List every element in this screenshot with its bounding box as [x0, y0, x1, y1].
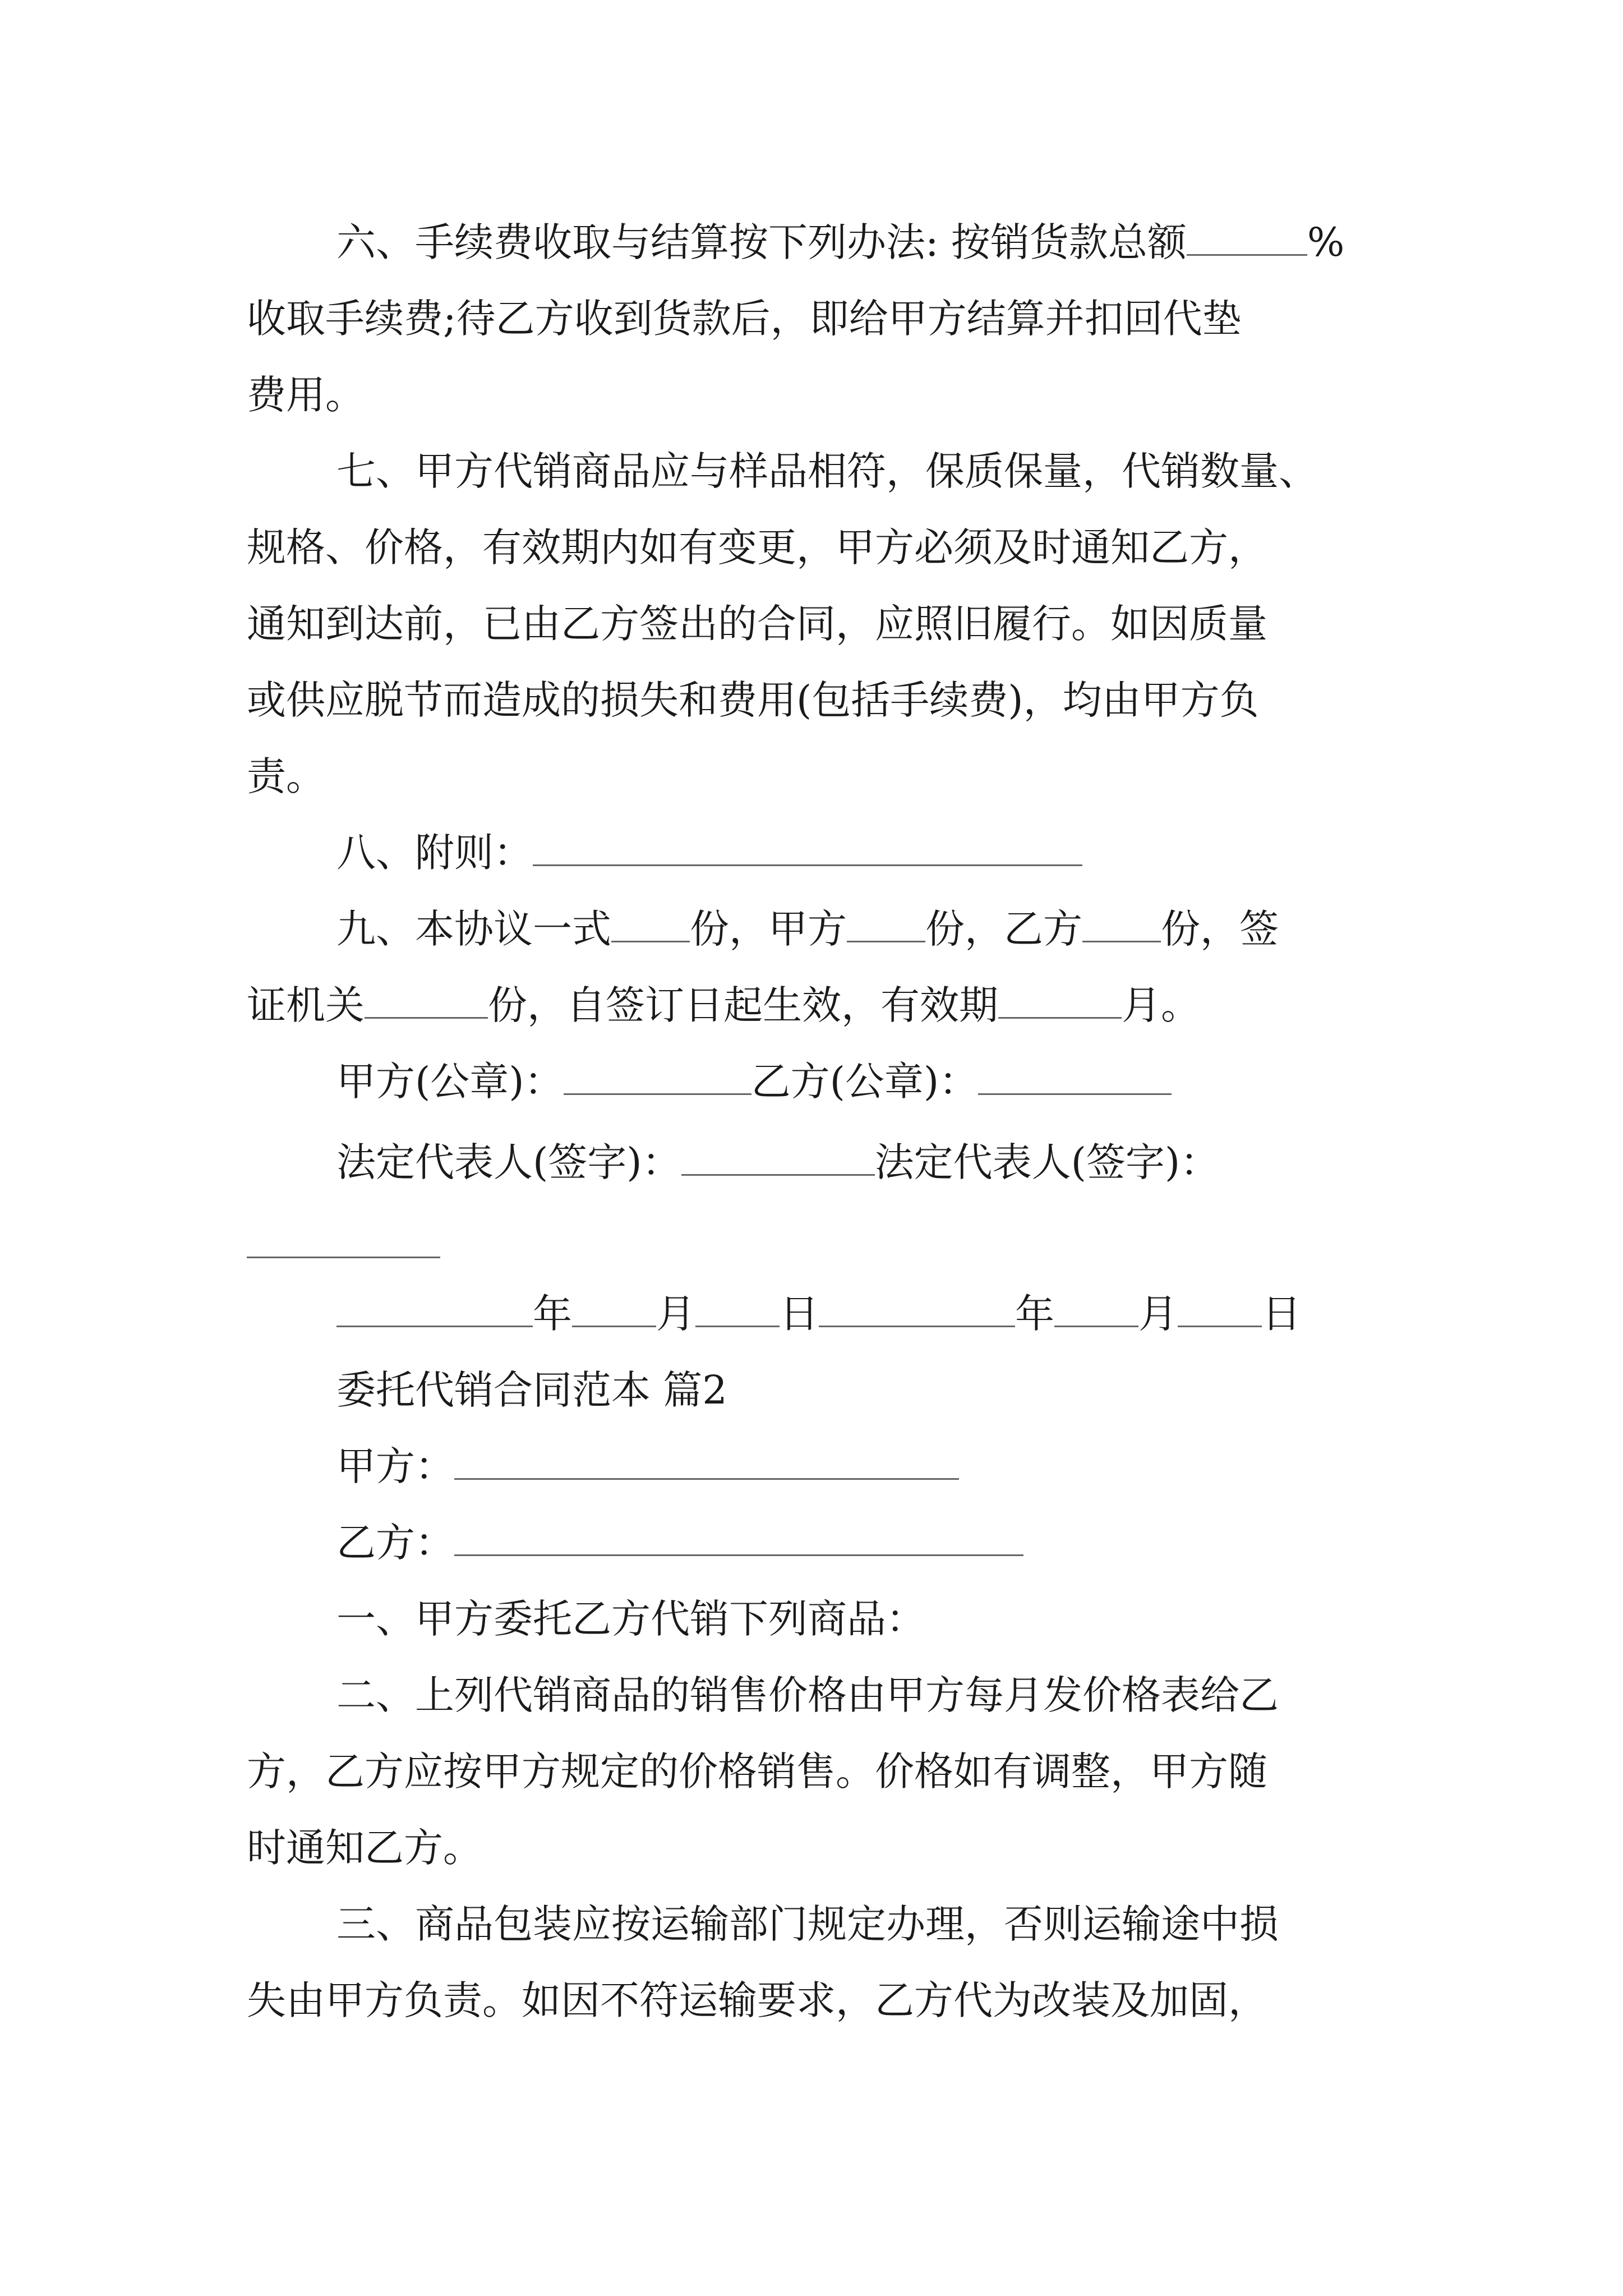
contract-2-party-b-label: 乙方：	[336, 1520, 454, 1566]
rep-b-label: 法定代表人(签字)：	[874, 1139, 1220, 1185]
clause-7-line-2: 规格、价格，有效期内如有变更，甲方必须及时通知乙方，	[247, 524, 1267, 570]
copies-authority-blank	[365, 979, 488, 1019]
appendix-label: 八、附则：	[336, 830, 533, 876]
clause-7-line-1: 七、甲方代销商品应与样品相符，保质保量，代销数量、	[336, 448, 1318, 494]
contract-2-party-a-label: 甲方：	[336, 1443, 454, 1489]
party-a-seal-blank	[564, 1055, 751, 1095]
appendix-blank	[533, 826, 1082, 866]
copies-total-blank	[611, 903, 690, 942]
percent-sign: %	[1307, 219, 1345, 265]
date-b-year: 年	[1015, 1291, 1054, 1337]
date-a-day: 日	[780, 1291, 819, 1337]
date-b-month-blank	[1054, 1287, 1138, 1327]
date-b-month: 月	[1138, 1291, 1178, 1337]
date-line	[336, 1286, 1301, 1342]
seal-line	[336, 1053, 1172, 1110]
contract-2-clause-3-line-2: 失由甲方负责。如因不符运输要求，乙方代为改装及加固，	[247, 1977, 1267, 2023]
clause-7-line-3: 通知到达前，已由乙方签出的合同，应照旧履行。如因质量	[247, 601, 1267, 647]
rep-a-blank	[681, 1136, 875, 1176]
party-a-seal-label: 甲方(公章)：	[336, 1059, 564, 1105]
contract-2-title: 委托代销合同范本 篇2	[336, 1367, 727, 1413]
clause-9-text-f: 份，自签订日起生效，有效期	[488, 982, 998, 1028]
copies-party-a-blank	[847, 903, 925, 942]
date-b-day-blank	[1178, 1287, 1262, 1327]
contract-2-clause-2-line-2: 方，乙方应按甲方规定的价格销售。价格如有调整，甲方随	[247, 1749, 1267, 1795]
date-a-day-blank	[695, 1287, 780, 1327]
contract-2-clause-2-line-1: 二、上列代销商品的销售价格由甲方每月发价格表给乙	[336, 1672, 1279, 1718]
clause-9-text-d: 份，签	[1161, 906, 1279, 952]
clause-9-text-c: 份，乙方	[925, 906, 1082, 952]
clause-7-line-5: 责。	[247, 753, 325, 799]
validity-months-blank	[998, 979, 1122, 1019]
date-a-month-blank	[572, 1287, 656, 1327]
clause-8-line	[336, 825, 1082, 881]
clause-9-text-a: 九、本协议一式	[336, 906, 611, 952]
copies-party-b-blank	[1082, 903, 1161, 942]
contract-2-party-a-blank	[454, 1440, 959, 1480]
contract-2-party-b-blank	[454, 1516, 1023, 1556]
clause-9-line-1	[336, 901, 1279, 957]
date-a-year-blank	[336, 1287, 533, 1327]
clause-6-line-3: 费用。	[247, 372, 365, 418]
rep-a-label: 法定代表人(签字)：	[336, 1139, 681, 1185]
party-b-seal-label: 乙方(公章)：	[751, 1059, 979, 1105]
party-b-seal-blank	[978, 1055, 1172, 1095]
clause-9-text-b: 份，甲方	[690, 906, 847, 952]
date-a-year: 年	[533, 1291, 572, 1337]
representative-line	[336, 1134, 1219, 1190]
date-b-year-blank	[819, 1287, 1015, 1327]
fee-percent-blank	[1187, 216, 1307, 256]
contract-2-clause-1: 一、甲方委托乙方代销下列商品：	[336, 1596, 925, 1642]
contract-2-party-b-line	[336, 1515, 1023, 1571]
clause-9-text-e: 证机关	[247, 982, 365, 1028]
date-a-month: 月	[656, 1291, 695, 1337]
clause-6-line-2: 收取手续费;待乙方收到货款后，即给甲方结算并扣回代垫	[247, 296, 1242, 342]
clause-6-text: 六、手续费收取与结算按下列办法: 按销货款总额	[336, 219, 1187, 265]
clause-7-line-4: 或供应脱节而造成的损失和费用(包括手续费)，均由甲方负	[247, 677, 1259, 723]
rep-b-blank	[247, 1257, 440, 1258]
clause-9-line-2	[247, 977, 1200, 1033]
contract-2-clause-3-line-1: 三、商品包装应按运输部门规定办理，否则运输途中损	[336, 1901, 1279, 1947]
clause-6-line-1	[336, 214, 1344, 270]
contract-2-clause-2-line-3: 时通知乙方。	[247, 1825, 482, 1871]
contract-2-party-a-line	[336, 1438, 959, 1494]
date-b-day: 日	[1262, 1291, 1301, 1337]
clause-9-text-g: 月。	[1122, 982, 1200, 1028]
